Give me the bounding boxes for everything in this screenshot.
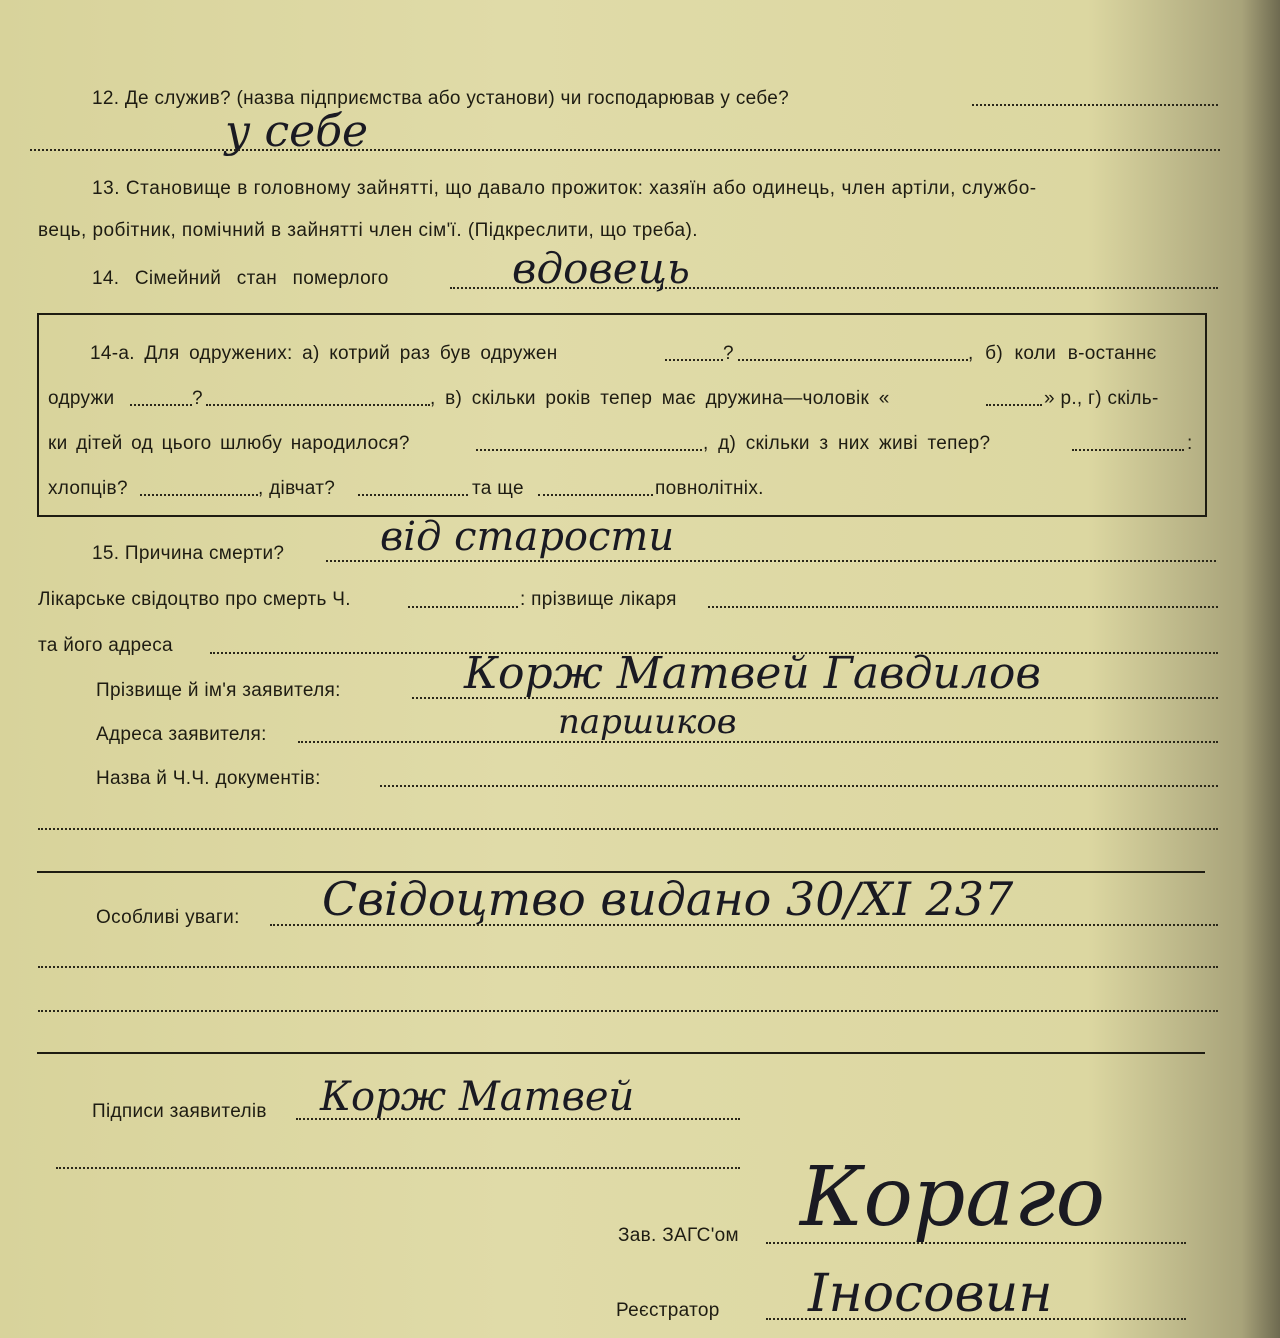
q13-line1: 13. Становище в головному зайнятті, що давало прожиток: хазяїн або одинець, член артіли, службо-: [92, 178, 1037, 199]
head-label: Зав. ЗАГС'ом: [618, 1225, 739, 1246]
q14a-dots: [130, 404, 192, 406]
q14a-line4d: повнолітніх.: [655, 478, 764, 499]
applicant-addr: паршиков: [558, 702, 737, 742]
q14a-dots: [986, 404, 1042, 406]
q14a-line1a: 14-а. Для одружених: а) котрий раз був одружен: [90, 343, 558, 364]
q12-answer-line: [30, 149, 1220, 151]
q14a-dots: [140, 494, 258, 496]
documents-dots: [380, 785, 1218, 787]
documents-dots-2: [38, 828, 1218, 830]
q14a-line1q: ?: [723, 343, 734, 364]
q12-answer: у себе: [225, 106, 369, 157]
q15-label: 15. Причина смерти?: [92, 543, 285, 564]
doctor-name-label: : прізвище лікаря: [520, 589, 677, 610]
notes: Свідоцтво видано 30/XI 237: [322, 872, 1014, 926]
q14a-dots: [738, 359, 968, 361]
q15-answer: від старости: [380, 514, 675, 560]
q15-dotted-line: [326, 560, 1216, 562]
q14a-line3c: :: [1187, 433, 1193, 454]
q14a-line1b: , б) коли в-останнє: [968, 343, 1157, 364]
notes-dots-2: [38, 966, 1218, 968]
q14a-dots: [476, 449, 702, 451]
q14a-dots: [206, 404, 430, 406]
q14a-dots: [538, 494, 653, 496]
registrar-signature: Іносовин: [808, 1264, 1053, 1324]
divider-rule: [37, 1052, 1205, 1054]
q14a-line2b: , в) скільки років тепер має дружина—чоловік «: [430, 388, 890, 409]
signatures-label: Підписи заявителів: [92, 1101, 267, 1122]
doctor-addr-label: та його адреса: [38, 635, 173, 656]
q14a-line3b: , д) скільки з них живі тепер?: [703, 433, 991, 454]
applicant-name: Корж Матвей Гавдилов: [464, 648, 1042, 699]
applicant-name-label: Прізвище й ім'я заявителя:: [96, 680, 341, 701]
applicant-addr-dots: [298, 741, 1218, 743]
signatures-dots-2: [56, 1167, 740, 1169]
q12-label: 12. Де служив? (назва підприємства або установи) чи господарював у себе?: [92, 88, 789, 109]
q12-dotted-line: [972, 104, 1218, 106]
q14a-line2a: одружи: [48, 388, 115, 409]
q14a-dots: [1072, 449, 1184, 451]
q14a-line2q: ?: [192, 388, 203, 409]
q14a-line3a: ки дітей од цього шлюбу народилося?: [48, 433, 410, 454]
doctor-name-dots: [708, 606, 1218, 608]
q14a-dots: [358, 494, 468, 496]
signatures: Корж Матвей: [320, 1074, 635, 1120]
notes-label: Особливі уваги:: [96, 907, 240, 928]
documents-label: Назва й Ч.Ч. документів:: [96, 768, 321, 789]
med-cert-label: Лікарське свідоцтво про смерть Ч.: [38, 589, 351, 610]
applicant-addr-label: Адреса заявителя:: [96, 724, 267, 745]
q14a-dots: [665, 359, 723, 361]
q14a-line4a: хлопців?: [48, 478, 128, 499]
q14a-line2c: » р., г) скіль-: [1044, 388, 1159, 409]
registrar-label: Реєстратор: [616, 1300, 720, 1321]
med-cert-dots: [408, 606, 518, 608]
q14-answer: вдовець: [512, 244, 690, 293]
q14a-line4b: , дівчат?: [258, 478, 336, 499]
head-signature: Кораго: [800, 1150, 1106, 1245]
notes-dots-3: [38, 1010, 1218, 1012]
q14a-line4c: та ще: [472, 478, 524, 499]
q13-line2: вець, робітник, помічний в зайнятті член сім'ї. (Підкреслити, що треба).: [38, 220, 698, 241]
q14-label: 14. Сімейний стан померлого: [92, 268, 389, 289]
